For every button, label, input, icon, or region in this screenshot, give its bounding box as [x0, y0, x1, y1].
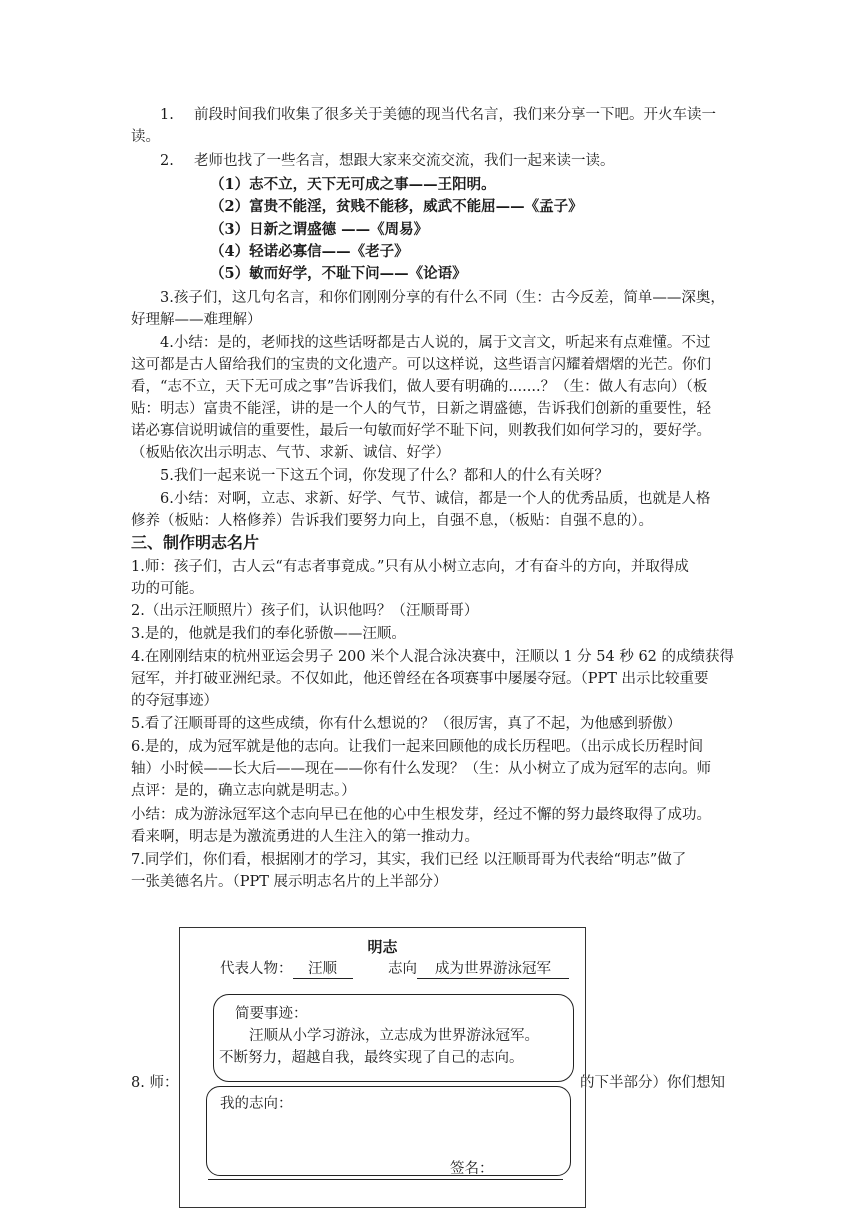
step-1: 1.师：孩子们，古人云“有志者事竟成。”只有从小树立志向，才有奋斗的方向，并取得成 [131, 559, 689, 575]
representative-row [220, 958, 353, 980]
signature-line[interactable] [208, 1179, 563, 1180]
paragraph-6: 6.小结：对啊，立志、求新、好学、气节、诚信，都是一个人的优秀品质，也就是人格 [160, 491, 711, 507]
step-7: 7.同学们，你们看，根据刚才的学习，其实，我们已经 以汪顺哥哥为代表给“明志”做了 [131, 852, 687, 868]
paragraph-1 [160, 104, 716, 126]
signature-label: 签名： [450, 1161, 494, 1177]
representative-value: 汪顺 [293, 960, 353, 979]
representative-label: 代表人物： [220, 961, 293, 977]
my-aim-box[interactable] [206, 1086, 571, 1176]
quote-1: （1）志不立，天下无可成之事——王阳明。 [210, 176, 496, 193]
paragraph-4-line: 这可都是古人留给我们的宝贵的文化遗产。可以这样说，这些语言闪耀着熠熠的光芒。你们 [131, 357, 711, 373]
summary: 小结：成为游泳冠军这个志向早已在他的心中生根发芽，经过不懈的努力最终取得了成功。 [131, 807, 711, 823]
step-6-line: 点评：是的，确立志向就是明志。） [131, 783, 356, 799]
quote-3: （3）日新之谓盛德 ——《周易》 [210, 221, 429, 238]
deeds-text-2: 不断努力，超越自我，最终实现了自己的志向。 [219, 1050, 524, 1066]
summary-cont: 看来啊，明志是为激流勇进的人生注入的第一推动力。 [131, 829, 479, 845]
deeds-label: 简要事迹： [235, 1006, 308, 1022]
aim-value: 成为世界游泳冠军 [417, 960, 569, 979]
aim-label: 志向 [388, 961, 417, 977]
paragraph-4-line: 看，“志不立，天下无可成之事”告诉我们，做人要有明确的.......？（生：做人有志向）（板 [131, 379, 708, 395]
paragraph-4-line: 贴：明志）富贵不能淫，讲的是一个人的气节，日新之谓盛德，告诉我们创新的重要性，轻 [131, 401, 711, 417]
my-aim-label: 我的志向： [220, 1096, 293, 1112]
paragraph-4-line: （板贴依次出示明志、气节、求新、诚信、好学） [131, 445, 450, 461]
card-title: 明志 [367, 938, 398, 956]
step-4-line: 4.在刚刚结束的杭州亚运会男子 200 米个人混合泳决赛中，汪顺以 1 分 54 秒 62 的成绩获得 [131, 649, 735, 665]
section-heading: 三、制作明志名片 [131, 533, 260, 552]
deeds-text-1: 汪顺从小学习游泳，立志成为世界游泳冠军。 [249, 1028, 539, 1044]
deeds-box [213, 994, 574, 1082]
aim-row [388, 958, 569, 980]
paragraph-text: 老师也找了一些名言，想跟大家来交流交流，我们一起来读一读。 [194, 153, 615, 169]
step-4-line: 的夺冠事迹） [131, 693, 218, 709]
step-2: 2.（出示汪顺照片）孩子们，认识他吗？（汪顺哥哥） [131, 603, 479, 619]
step-7-cont: 一张美德名片。（PPT 展示明志名片的上半部分） [131, 874, 448, 890]
quote-5: （5）敏而好学，不耻下问——《论语》 [210, 265, 467, 282]
virtue-card [179, 927, 586, 1208]
paragraph-4-line: 4.小结：是的，老师找的这些话呀都是古人说的，属于文言文，听起来有点难懂。不过 [160, 335, 711, 351]
step-8-left: 8. 师： [131, 1075, 179, 1091]
step-3: 3.是的，他就是我们的奉化骄傲——汪顺。 [131, 626, 406, 642]
paragraph-5: 5.我们一起来说一下这五个词，你发现了什么？都和人的什么有关呀？ [160, 468, 609, 484]
step-6-line: 轴）小时候——长大后——现在——你有什么发现？（生：从小树立了成为冠军的志向。师 [131, 761, 711, 777]
list-number: 2. [160, 153, 174, 169]
paragraph-3-cont: 好理解——难理解） [131, 312, 262, 328]
paragraph-6-cont: 修养（板贴：人格修养）告诉我们要努力向上，自强不息，（板贴：自强不息的）。 [131, 513, 653, 529]
paragraph-1-cont: 读。 [131, 129, 160, 145]
quote-4: （4）轻诺必寡信——《老子》 [210, 243, 409, 260]
paragraph-text: 前段时间我们收集了很多关于美德的现当代名言，我们来分享一下吧。开火车读一 [194, 107, 716, 123]
step-4-line: 冠军，并打破亚洲纪录。不仅如此，他还曾经在各项赛事中屡屡夺冠。（PPT 出示比较重要 [131, 671, 709, 687]
step-1-cont: 功的可能。 [131, 581, 204, 597]
paragraph-2 [160, 150, 615, 172]
quote-2: （2）富贵不能淫，贫贱不能移，威武不能屈——《孟子》 [210, 198, 583, 215]
paragraph-4-line: 诺必寡信说明诚信的重要性，最后一句敏而好学不耻下问，则教我们如何学习的，要好学。 [131, 423, 711, 439]
list-number: 1. [160, 107, 174, 123]
step-8-right: 的下半部分）你们想知 [580, 1075, 725, 1091]
step-6-line: 6.是的，成为冠军就是他的志向。让我们一起来回顾他的成长历程吧。（出示成长历程时间 [131, 739, 704, 755]
step-5: 5.看了汪顺哥哥的这些成绩，你有什么想说的？（很厉害，真了不起，为他感到骄傲） [131, 716, 682, 732]
paragraph-3: 3.孩子们，这几句名言，和你们刚刚分享的有什么不同（生：古今反差，简单——深奥， [160, 290, 725, 306]
